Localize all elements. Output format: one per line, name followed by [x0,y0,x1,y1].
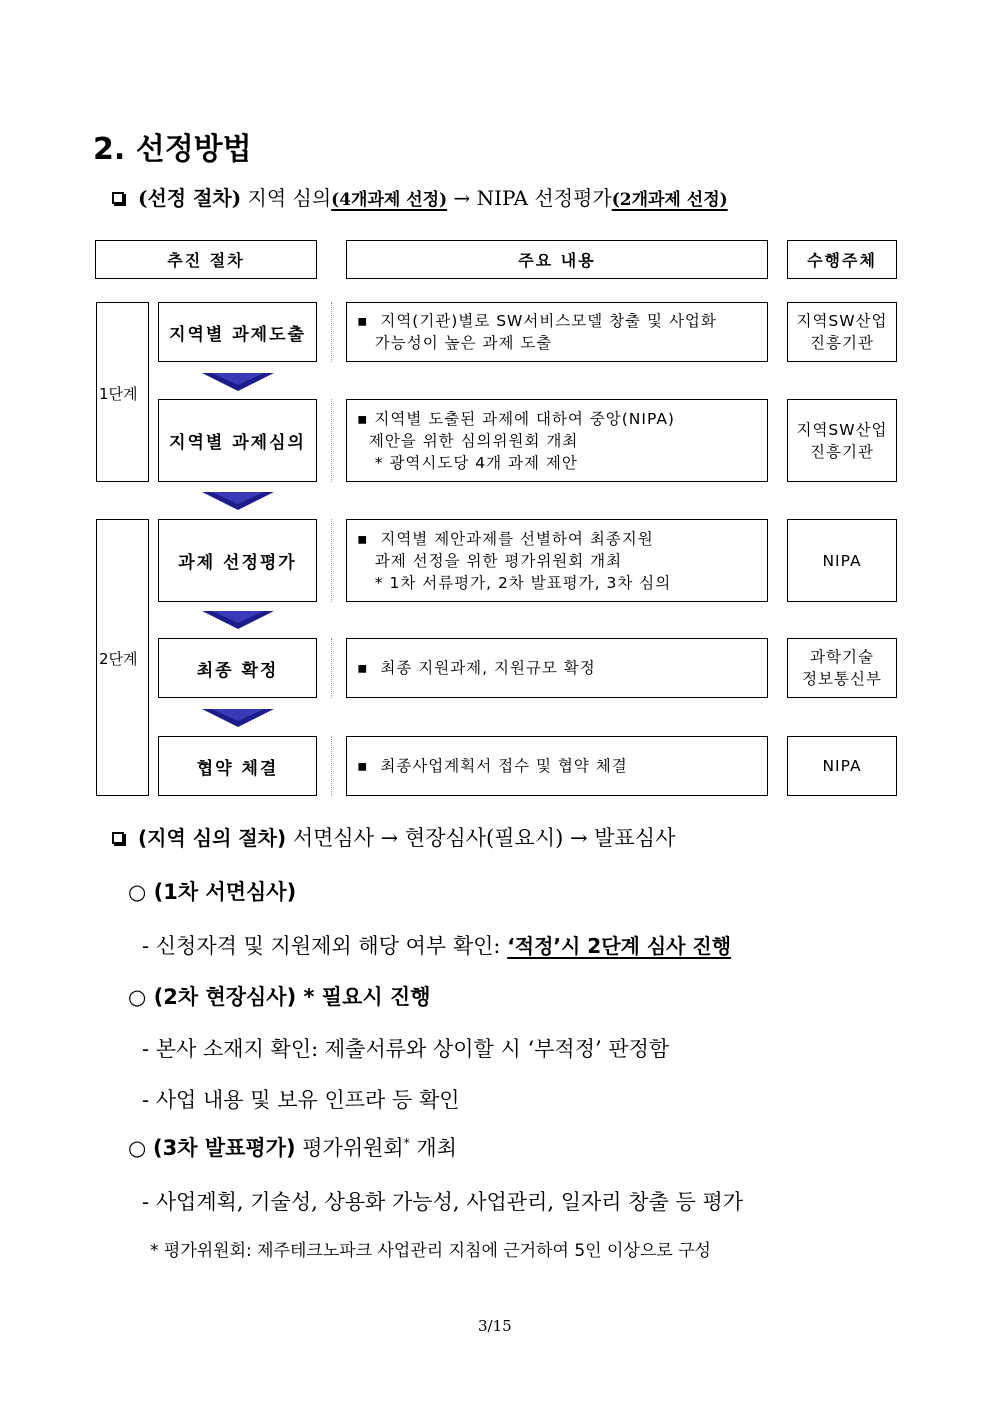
selection-text-1: 지역 심의 [241,186,332,210]
procedure-box-5: 협약 체결 [158,736,317,796]
agent-box-4 [787,638,897,698]
agent-line: 지역SW산업 [796,420,888,439]
stage-1-box [96,302,149,482]
selection-text-2: NIPA 선정평가 [476,186,612,210]
step1-heading: (1차 서면심사) [153,880,297,904]
circle-bullet-icon: ○ [128,1136,147,1160]
step1-item-text: - 신청자격 및 지원제외 해당 여부 확인: [142,934,508,958]
step3-heading-text: 평가위원회 [295,1136,404,1160]
procedure-box-2: 지역별 과제심의 [158,399,317,482]
agent-line: 지역SW산업 [796,312,888,330]
agent-line: 진흥기관 [810,334,874,352]
step3-heading-line [128,1132,457,1162]
square-bullet-icon [112,832,124,844]
regional-review-label: (지역 심의 절차) [138,826,287,850]
selection-underline-2: (2개과제 선정) [611,190,728,210]
step2-heading-line [128,981,431,1011]
down-arrow-icon [202,492,274,510]
content-line: 가능성이 높은 과제 도출 [357,334,553,352]
content-line: ▪ 최종사업계획서 접수 및 협약 체결 [357,757,628,775]
step1-heading-line [128,876,296,906]
down-arrow-icon [202,373,274,391]
step3-heading: (3차 발표평가) [153,1136,296,1160]
procedure-box-1: 지역별 과제도출 [158,302,317,362]
agent-line: 정보통신부 [802,670,882,688]
content-box-3 [346,519,768,602]
step2-item-1: - 본사 소재지 확인: 제출서류와 상이할 시 ‘부적정’ 판정함 [142,1037,670,1061]
header-agent: 수행주체 [787,240,897,279]
dotted-divider [331,302,332,362]
selection-procedure-line [112,182,728,211]
selection-arrow: → [447,186,477,210]
agent-line: NIPA [822,757,862,775]
agent-box-3 [787,519,897,602]
step3-sup: * [403,1136,410,1150]
stage-2-box [96,519,149,796]
down-arrow-icon [202,709,274,727]
step1-item-bold: ‘적정’시 2단계 심사 진행 [507,934,732,958]
step3-heading-text2: 개최 [409,1136,457,1160]
dotted-divider [331,519,332,602]
content-line: ▪ 최종 지원과제, 지원규모 확정 [357,659,596,677]
square-bullet-icon [112,192,124,204]
content-line: ▪ 지역(기관)별로 SW서비스모델 창출 및 사업화 [357,312,717,330]
selection-procedure-label: (선정 절차) [138,186,242,210]
content-box-2 [346,399,768,482]
content-line: 제안을 위한 심의위원회 개최 [357,431,579,450]
agent-box-2 [787,399,897,482]
dotted-divider [331,399,332,482]
dotted-divider [331,638,332,698]
content-line: 과제 선정을 위한 평가위원회 개최 [357,551,623,570]
header-procedure: 추진 절차 [95,240,317,279]
page-number: 3/15 [478,1317,512,1335]
content-line: * 광역시도당 4개 과제 제안 [357,453,578,472]
agent-line: 과학기술 [810,648,874,666]
procedure-box-4: 최종 확정 [158,638,317,698]
agent-box-5 [787,736,897,796]
content-line: ▪ 지역별 도출된 과제에 대하여 중앙(NIPA) [357,409,675,428]
step2-heading: (2차 현장심사) * 필요시 진행 [153,985,431,1009]
content-line: * 1차 서류평가, 2차 발표평가, 3차 심의 [357,573,672,592]
stage-2-label: 2단계 [99,650,138,668]
selection-underline-1: (4개과제 선정) [331,190,448,210]
content-box-1 [346,302,768,362]
regional-review-text: 서면심사 → 현장심사(필요시) → 발표심사 [286,826,676,850]
down-arrow-icon [202,611,274,629]
agent-line: NIPA [822,551,862,570]
agent-line: 진흥기관 [810,442,874,461]
content-line: ▪ 지역별 제안과제를 선별하여 최종지원 [357,529,654,548]
content-box-5 [346,736,768,796]
content-box-4 [346,638,768,698]
agent-box-1 [787,302,897,362]
page-title: 2. 선정방법 [93,132,252,167]
step2-item-2: - 사업 내용 및 보유 인프라 등 확인 [142,1088,460,1112]
step3-item-1: - 사업계획, 기술성, 상용화 가능성, 사업관리, 일자리 창출 등 평가 [142,1190,744,1214]
header-content: 주요 내용 [346,240,768,279]
circle-bullet-icon: ○ [128,985,147,1009]
procedure-box-3: 과제 선정평가 [158,519,317,602]
circle-bullet-icon: ○ [128,880,147,904]
step1-item [142,930,731,960]
dotted-divider [331,736,332,796]
regional-review-line [112,822,675,852]
stage-1-label: 1단계 [99,385,138,403]
step3-note: * 평가위원회: 제주테크노파크 사업관리 지침에 근거하여 5인 이상으로 구성 [150,1241,711,1261]
